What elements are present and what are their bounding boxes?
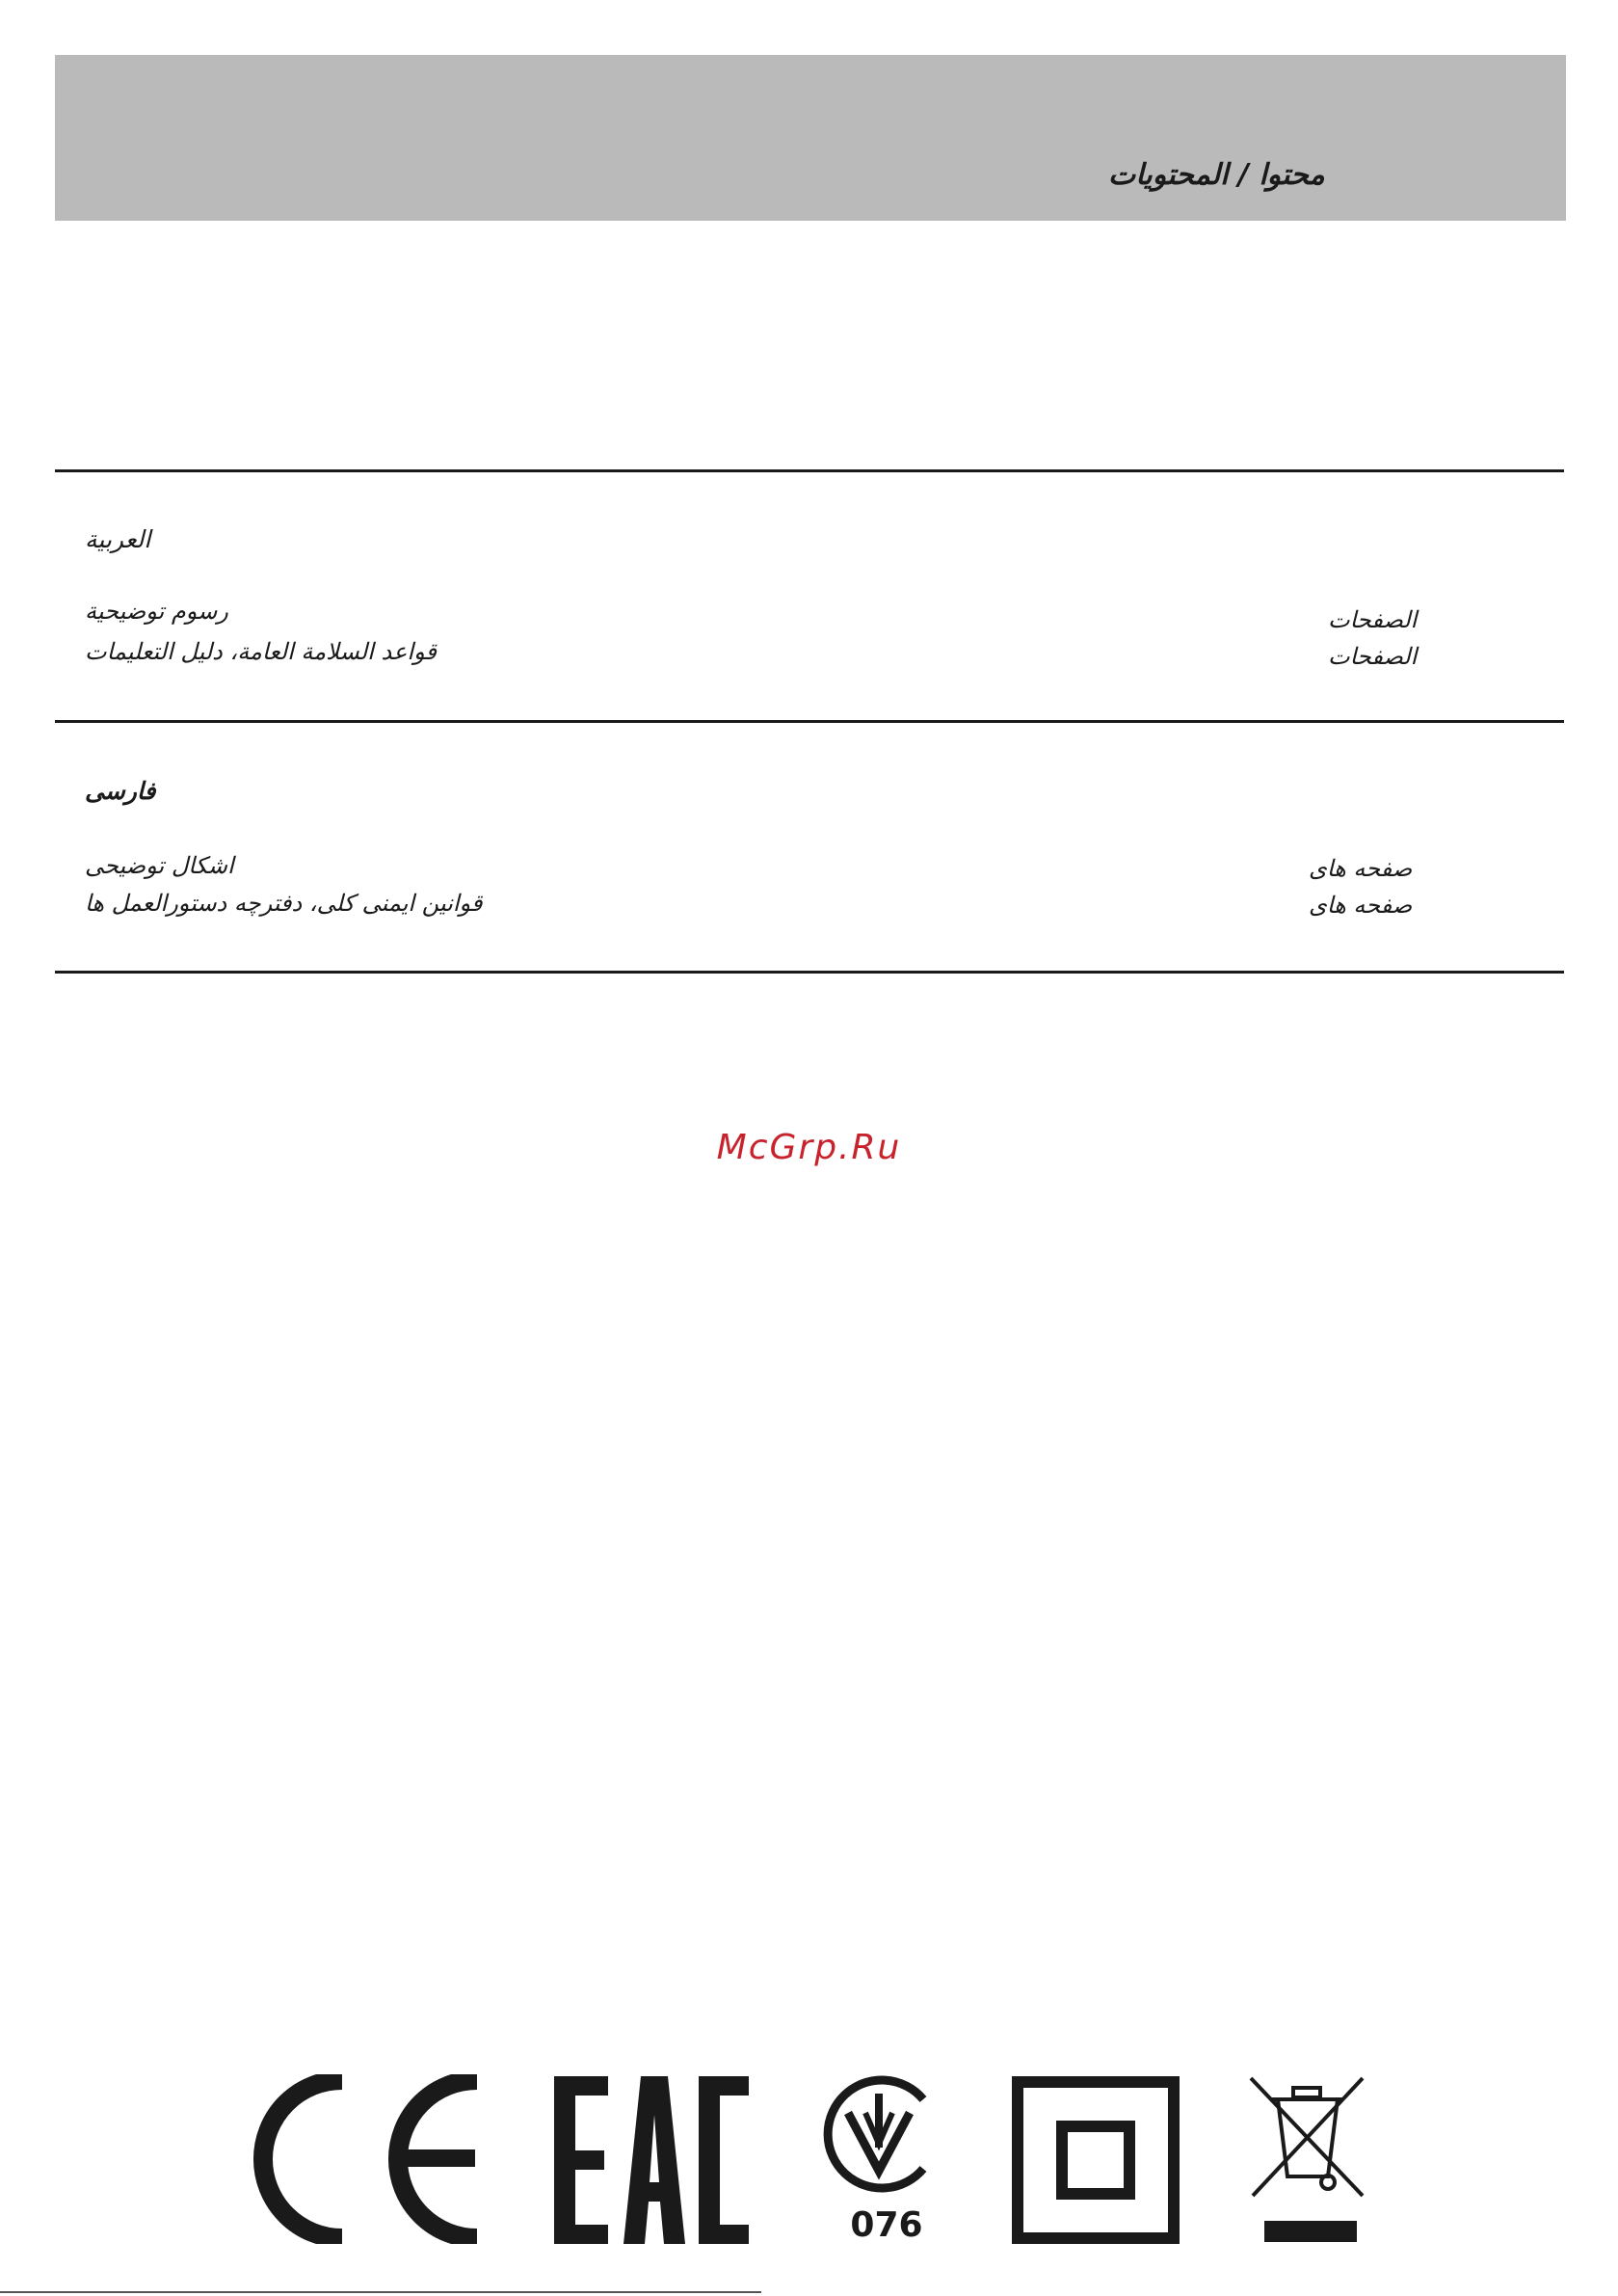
toc-item-pages: صفحه های (1309, 892, 1413, 919)
double-insulation-icon (1012, 2076, 1180, 2244)
page-title: محتوا / المحتويات (1108, 158, 1325, 192)
section-title-arabic: العربية (85, 525, 151, 553)
divider-bottom (55, 971, 1564, 974)
divider-middle (55, 720, 1564, 723)
section-title-persian: فارسی (85, 777, 156, 805)
toc-item-pages: الصفحات (1328, 606, 1418, 633)
header-band (55, 55, 1566, 221)
eac-mark-icon (554, 2076, 749, 2244)
toc-item-label: قوانین ایمنی کلی، دفترچه دستورالعمل ها (85, 890, 483, 917)
ce-mark-icon (246, 2074, 487, 2244)
weee-crossed-bin-icon (1249, 2076, 1368, 2250)
toc-item-label: اشکال توضیحی (85, 852, 234, 879)
ukrsepro-mark-icon (819, 2074, 939, 2194)
toc-item-label: رسوم توضيحية (85, 598, 228, 625)
certification-logos (0, 2063, 1618, 2256)
toc-item-pages: صفحه های (1309, 855, 1413, 882)
divider-top (55, 469, 1564, 472)
bottom-edge-line (0, 2291, 761, 2293)
toc-item-label: قواعد السلامة العامة، دليل التعليمات (85, 638, 437, 665)
toc-item-pages: الصفحات (1328, 643, 1418, 670)
ukrsepro-code: 076 (850, 2205, 923, 2245)
watermark: McGrp.Ru (716, 1128, 902, 1167)
